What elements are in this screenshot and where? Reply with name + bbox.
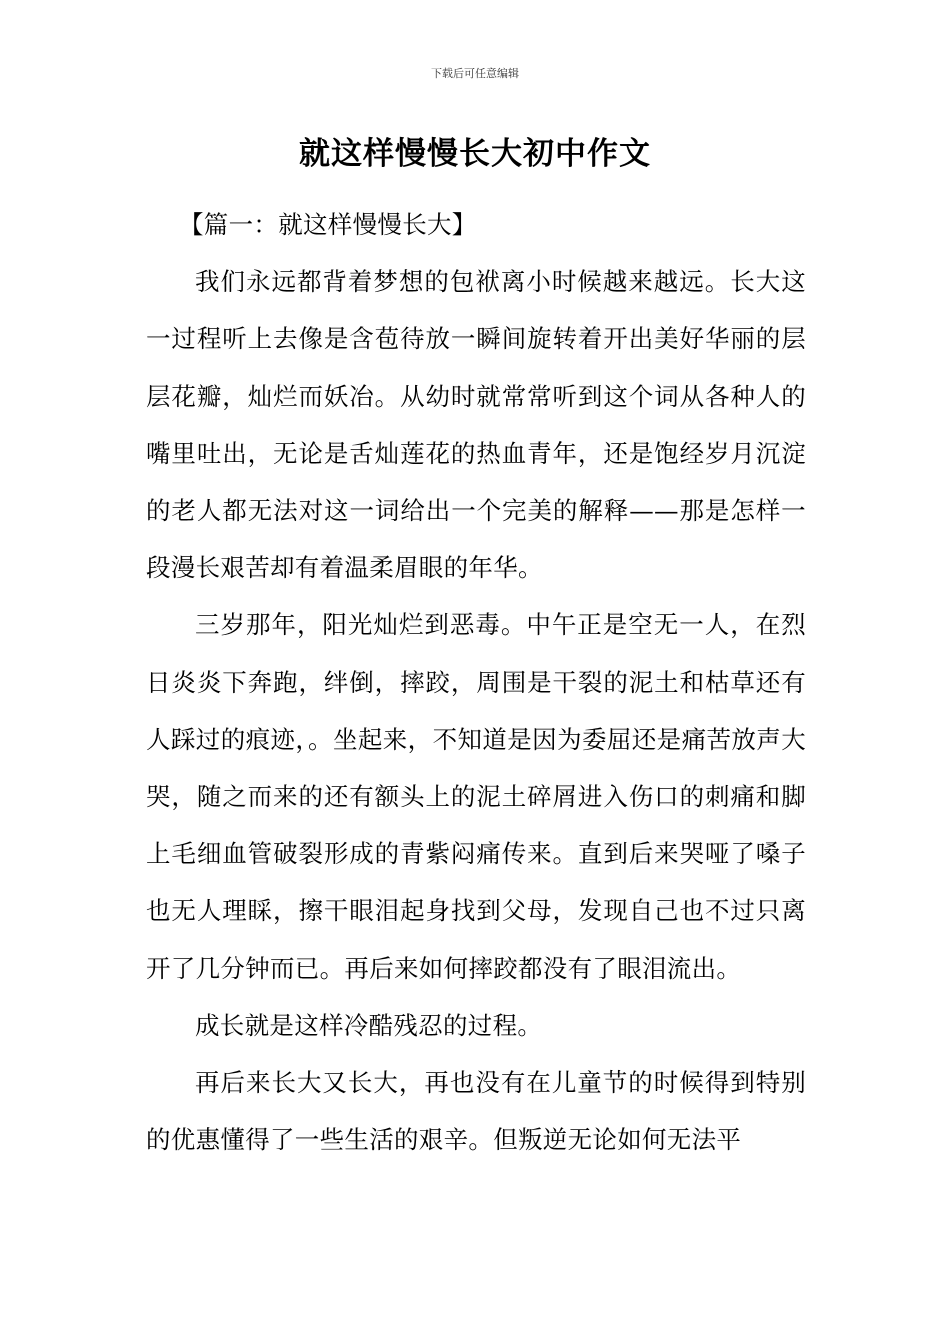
paragraph-2: 三岁那年，阳光灿烂到恶毒。中午正是空无一人，在烈日炎炎下奔跑，绊倒，摔跤，周围是干裂的泥土和枯草还有人踩过的痕迹，。坐起来，不知道是因为委屈还是痛苦放声大哭，随之而来的还有额头上的泥土碎屑进入伤口的刺痛和脚上毛细血管破裂形成的青紫闷痛传来。直到后来哭哑了嗓子也无人理睬，擦干眼泪起身找到父母，发现自己也不过只离开了几分钟而已。再后来如何摔跤都没有了眼泪流出。 (146, 610, 806, 983)
header-note: 下载后可任意编辑 (431, 67, 519, 80)
document-body (146, 196, 806, 1168)
paragraph-1: 我们永远都背着梦想的包袱离小时候越来越远。长大这一过程听上去像是含苞待放一瞬间旋转着开出美好华丽的层层花瓣，灿烂而妖冶。从幼时就常常听到这个词从各种人的嘴里吐出，无论是舌灿莲花的热血青年，还是饱经岁月沉淀的老人都无法对这一词给出一个完美的解释——那是怎样一段漫长艰苦却有着温柔眉眼的年华。 (146, 267, 806, 583)
document-title: 就这样慢慢长大初中作文 (299, 136, 651, 172)
section-heading: 【篇一：就这样慢慢长大】 (179, 210, 477, 239)
paragraph-4: 再后来长大又长大，再也没有在儿童节的时候得到特别的优惠懂得了一些生活的艰辛。但叛逆无论如何无法平 (146, 1068, 806, 1155)
paragraph-3: 成长就是这样冷酷残忍的过程。 (195, 1010, 543, 1040)
